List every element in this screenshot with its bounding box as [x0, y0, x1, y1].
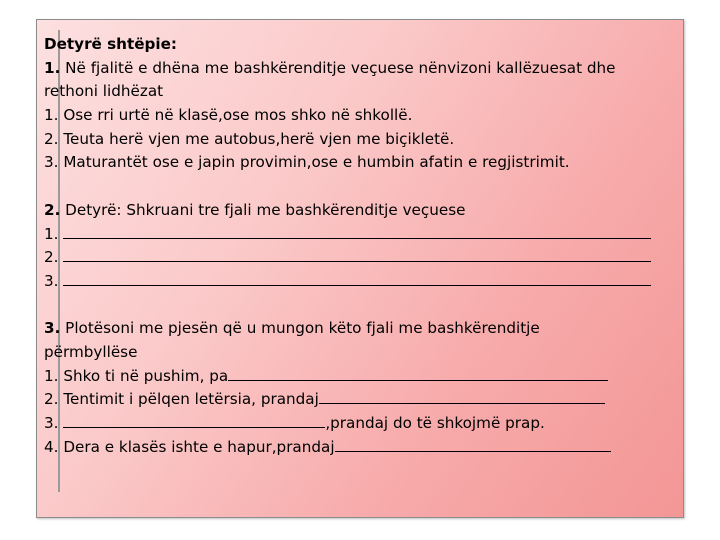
answer-blank[interactable] — [228, 365, 608, 381]
task3-item-3: 3. ,prandaj do të shkojmë prap. — [44, 414, 545, 432]
worksheet-content — [44, 33, 674, 459]
answer-blank[interactable] — [63, 270, 651, 286]
answer-blank[interactable] — [63, 223, 651, 239]
answer-blank[interactable] — [319, 388, 605, 404]
task3-item-4: 4. Dera e klasës ishte e hapur,prandaj — [44, 436, 674, 460]
task3-item-1: 1. Shko ti në pushim, pa — [44, 365, 674, 389]
task1-item-1: 1. Ose rri urtë në klasë,ose mos shko në shkollë. — [44, 106, 413, 125]
task1-instruction-cont: rethoni lidhëzat — [44, 82, 164, 101]
task1-item-3: 3. Maturantët ose e japin provimin,ose e humbin afatin e regjistrimit. — [44, 153, 570, 172]
answer-blank[interactable] — [335, 436, 611, 452]
task3-item-2: 2. Tentimit i pëlqen letërsia, prandaj — [44, 388, 674, 412]
answer-blank[interactable] — [63, 412, 325, 428]
task2-instruction: 2. Detyrë: Shkruani tre fjali me bashkërenditje veçuese — [44, 200, 466, 219]
task3-instruction: 3. Plotësoni me pjesën që u mungon këto fjali me bashkërenditje — [44, 319, 540, 338]
task1-item-2: 2. Teuta herë vjen me autobus,herë vjen me biçikletë. — [44, 129, 455, 148]
answer-blank[interactable] — [63, 246, 651, 262]
task2-line-2: 2. — [44, 246, 674, 270]
task2-line-3: 3. — [44, 270, 674, 294]
worksheet-title: Detyrë shtëpie: — [44, 35, 178, 53]
task2-line-1: 1. — [44, 223, 674, 247]
task1-instruction: 1. Në fjalitë e dhëna me bashkërenditje veçuese nënvizoni kallëzuesat dhe — [44, 58, 616, 77]
task3-instruction-cont: përmbyllëse — [44, 342, 138, 361]
